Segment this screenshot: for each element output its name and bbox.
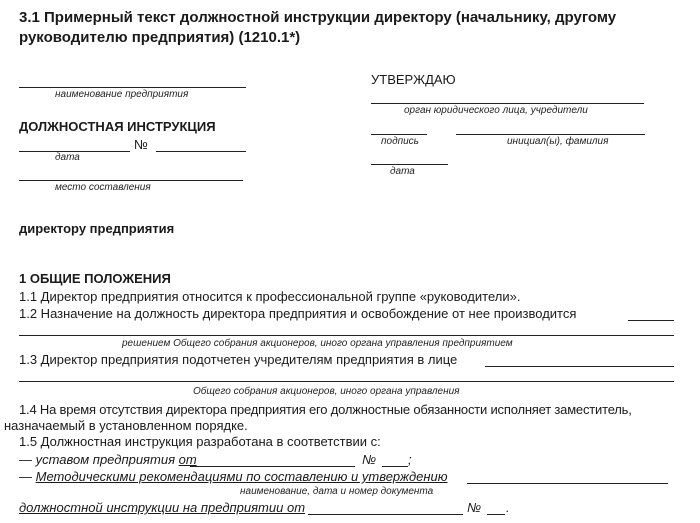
charter-from: от: [178, 452, 197, 467]
guidelines-continued: должностной инструкции на предприятии от: [19, 500, 306, 515]
approve-date-line: [371, 164, 448, 165]
number-line: [156, 151, 246, 152]
guidelines-date-line: [308, 514, 463, 515]
paragraph-1-4-continued: назначаемый в установленном порядке.: [4, 418, 248, 433]
charter-text: уставом предприятия: [35, 452, 179, 467]
guidelines-end: .: [506, 500, 510, 515]
approver-org-caption: орган юридического лица, учредители: [404, 105, 588, 116]
charter-date-line: [190, 466, 355, 467]
charter-end: ;: [408, 452, 412, 467]
document-subject: директору предприятия: [19, 221, 175, 236]
number-sign: №: [134, 137, 148, 152]
list-dash: —: [19, 469, 36, 484]
approve-date-caption: дата: [390, 166, 415, 177]
p1-2-caption: решением Общего собрания акционеров, иного органа управления предприятием: [122, 338, 513, 349]
p1-3-caption: Общего собрания акционеров, иного органа управления: [193, 386, 460, 397]
place-line: [19, 180, 243, 181]
guidelines-fill-line: [467, 483, 668, 484]
p1-2-fill-line: [628, 320, 674, 321]
initials-caption: инициал(ы), фамилия: [507, 136, 609, 147]
org-name-line: [19, 87, 246, 88]
guidelines-number-sign: №: [467, 500, 482, 515]
approve-label: УТВЕРЖДАЮ: [371, 72, 456, 87]
list-dash: —: [19, 452, 36, 467]
list-item: [19, 452, 197, 467]
date-caption: дата: [55, 152, 80, 163]
paragraph-1-1: 1.1 Директор предприятия относится к профессиональной группе «руководители».: [19, 289, 521, 304]
page-title: 3.1 Примерный текст должностной инструкции директору (начальнику, другому: [19, 9, 617, 26]
list-item: [19, 469, 448, 484]
paragraph-1-3: 1.3 Директор предприятия подотчетен учредителям предприятия в лице: [19, 352, 458, 367]
org-name-caption: наименование предприятия: [55, 89, 189, 100]
p1-3-fill-line: [485, 366, 674, 367]
charter-number-line: [382, 466, 408, 467]
p1-2-second-line: [19, 335, 674, 336]
approver-org-line: [371, 103, 644, 104]
initials-line: [456, 134, 645, 135]
paragraph-1-2: 1.2 Назначение на должность директора предприятия и освобождение от нее производится: [19, 306, 577, 321]
p1-3-second-line: [19, 381, 674, 382]
section-title: 1 ОБЩИЕ ПОЛОЖЕНИЯ: [19, 271, 171, 286]
place-caption: место составления: [55, 182, 151, 193]
paragraph-1-5: 1.5 Должностная инструкция разработана в соответствии с:: [19, 434, 381, 449]
guidelines-text: Методическими рекомендациями по составлению и утверждению: [35, 469, 448, 484]
page-title-continued: руководителю предприятия) (1210.1*): [19, 29, 301, 46]
signature-caption: подпись: [381, 136, 419, 147]
guidelines-caption: наименование, дата и номер документа: [240, 486, 434, 497]
charter-number-sign: №: [362, 452, 377, 467]
guidelines-number-line: [487, 514, 505, 515]
paragraph-1-4: 1.4 На время отсутствия директора предприятия его должностные обязанности исполняет заместитель,: [19, 402, 632, 417]
signature-line: [371, 134, 427, 135]
doc-title: ДОЛЖНОСТНАЯ ИНСТРУКЦИЯ: [19, 119, 216, 134]
